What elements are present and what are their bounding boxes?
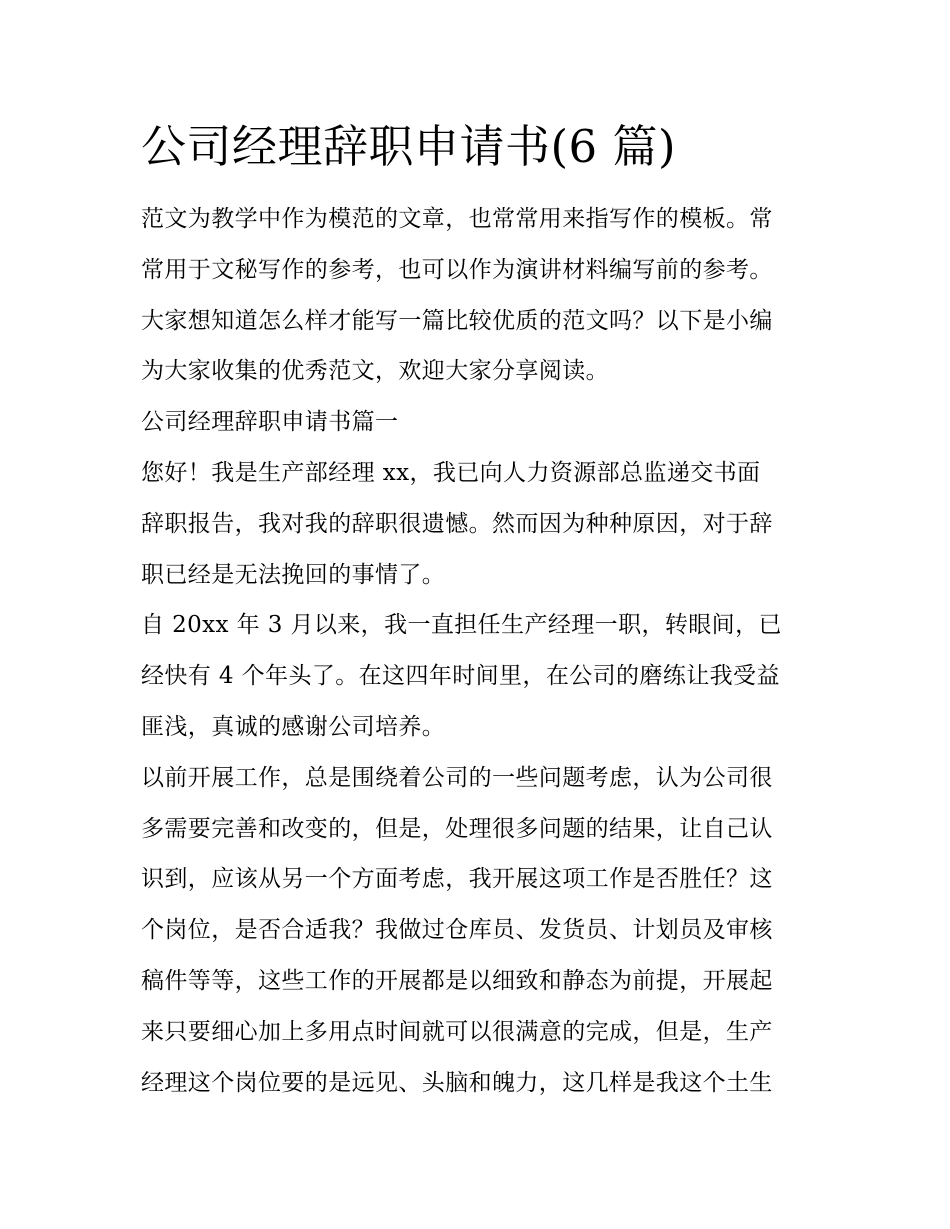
text-line: 您好！我是生产部经理 xx，我已向人力资源部总监递交书面: [141, 459, 761, 486]
text-line: 个岗位，是否合适我？我做过仓库员、发货员、计划员及审核: [141, 917, 773, 944]
text-line: 自 20xx 年 3 月以来，我一直担任生产经理一职，转眼间，已: [141, 612, 782, 639]
text-line: 为大家收集的优秀范文，欢迎大家分享阅读。: [141, 358, 609, 385]
section-heading: 公司经理辞职申请书篇一: [141, 409, 399, 436]
text-line: 来只要细心加上多用点时间就可以很满意的完成，但是，生产: [141, 1018, 773, 1045]
text-line: 职已经是无法挽回的事情了。: [141, 561, 446, 588]
document-body: [141, 112, 821, 1108]
text-line: 辞职报告，我对我的辞职很遗憾。然而因为种种原因，对于辞: [141, 510, 773, 537]
text-line: 经快有 4 个年头了。在这四年时间里，在公司的磨练让我受益: [141, 663, 780, 690]
document-text: [141, 194, 821, 1108]
document-title: 公司经理辞职申请书(6 篇): [141, 120, 677, 173]
text-line: 多需要完善和改变的，但是，处理很多问题的结果，让自己认: [141, 815, 773, 842]
text-line: 匪浅，真诚的感谢公司培养。: [141, 713, 446, 740]
text-line: 大家想知道怎么样才能写一篇比较优质的范文吗？以下是小编: [141, 307, 773, 334]
text-line: 以前开展工作，总是围绕着公司的一些问题考虑，认为公司很: [141, 764, 773, 791]
text-line: 经理这个岗位要的是远见、头脑和魄力，这几样是我这个土生: [141, 1069, 773, 1096]
text-line: 稿件等等，这些工作的开展都是以细致和静态为前提，开展起: [141, 967, 773, 994]
text-line: 识到，应该从另一个方面考虑，我开展这项工作是否胜任？这: [141, 866, 773, 893]
text-line: 范文为教学中作为模范的文章，也常常用来指写作的模板。常: [141, 206, 773, 232]
text-line: 常用于文秘写作的参考，也可以作为演讲材料编写前的参考。: [141, 256, 773, 283]
